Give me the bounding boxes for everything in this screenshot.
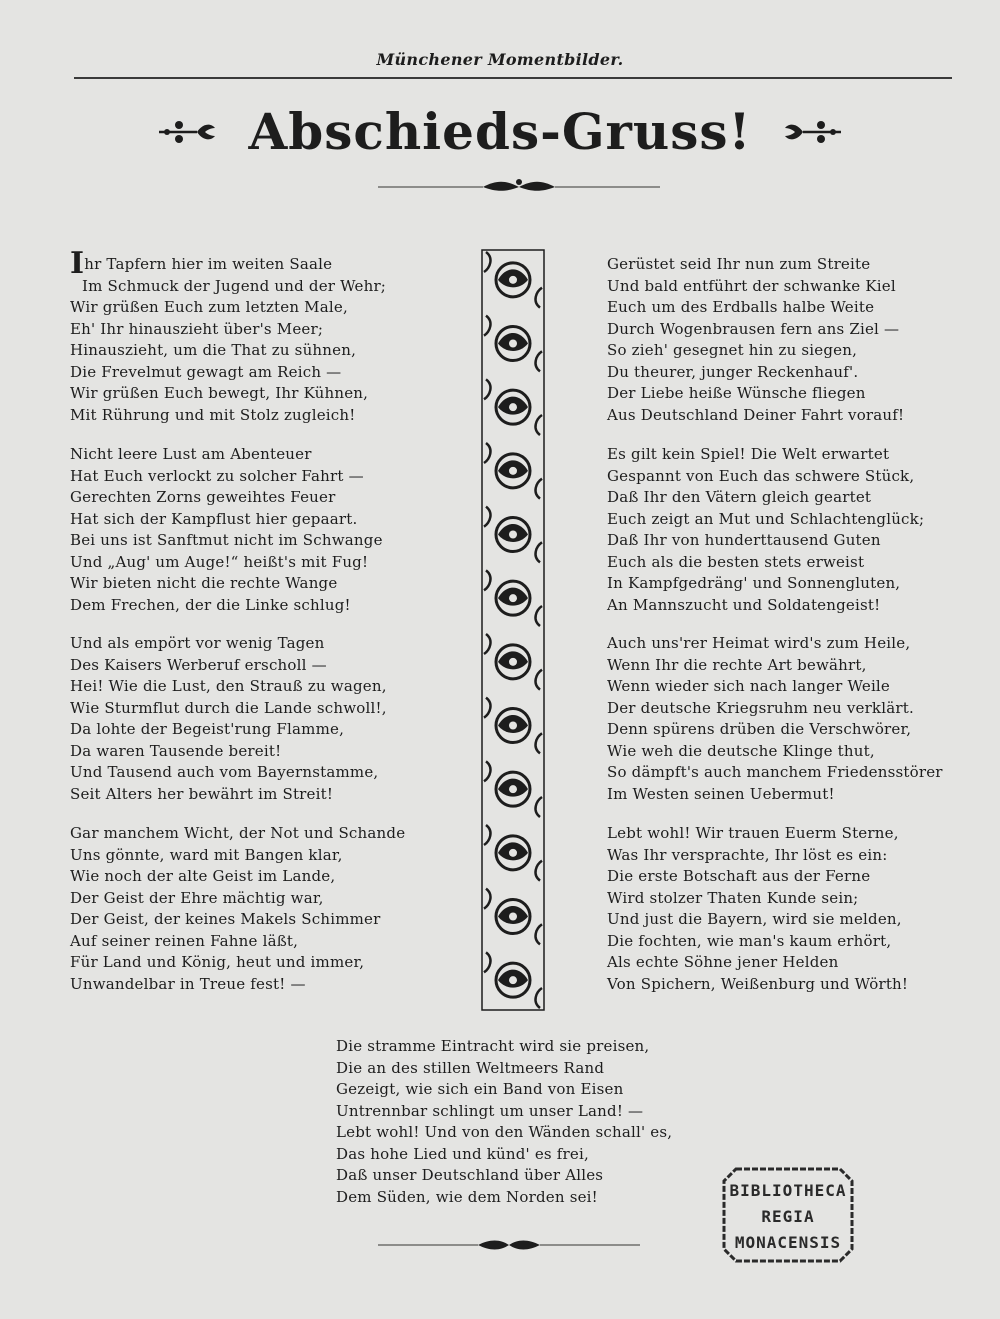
verse-line: Für Land und König, heut und immer, (70, 953, 365, 971)
verse-line: Wird stolzer Thaten Kunde sein; (607, 888, 859, 907)
library-stamp (722, 1178, 854, 1256)
verse-line: Lebt wohl! Und von den Wänden schall' es, (336, 1123, 673, 1141)
verse-line: Auch uns'rer Heimat wird's zum Heile, (607, 634, 911, 652)
bottom-vignette-rule (378, 1238, 640, 1252)
verse-line: Wie Sturmflut durch die Lande schwoll!, (70, 698, 387, 717)
verse-line: Die an des stillen Weltmeers Rand (336, 1058, 605, 1077)
verse-line: Der Geist der Ehre mächtig war, (70, 888, 324, 907)
verse-line: Nicht leere Lust am Abenteuer (70, 445, 312, 463)
verse-line: Mit Rührung und mit Stolz zugleich! (70, 405, 356, 424)
verse-line: Gar manchem Wicht, der Not und Schande (70, 824, 406, 842)
stamp-line: BIBLIOTHECA (729, 1181, 847, 1200)
verse-line: Es gilt kein Spiel! Die Welt erwartet (607, 445, 890, 463)
verse-line: Die stramme Eintracht wird sie preisen, (336, 1037, 650, 1055)
verse-line: Euch als die besten stets erweist (607, 552, 865, 571)
verse-line: Uns gönnte, ward mit Bangen klar, (70, 845, 343, 864)
verse-line: Aus Deutschland Deiner Fahrt vorauf! (607, 405, 905, 424)
floral-motif (484, 443, 542, 499)
verse-line: Bei uns ist Sanftmut nicht im Schwange (70, 531, 383, 549)
floral-border-ornament (480, 248, 546, 1012)
verse-line: Der Geist, der keines Makels Schimmer (70, 910, 381, 928)
verse-line: Da waren Tausende bereit! (70, 741, 282, 760)
right-stanza-2 (607, 444, 924, 616)
verse-line: Euch um des Erdballs halbe Weite (607, 298, 875, 316)
verse-line: Wie weh die deutsche Klinge thut, (607, 741, 875, 760)
verse-line: Dem Frechen, der die Linke schlug! (70, 595, 351, 614)
stamp-line: MONACENSIS (734, 1233, 842, 1252)
verse-line: Dem Süden, wie dem Norden sei! (336, 1187, 598, 1206)
running-title: Münchener Momentbilder. (376, 50, 624, 69)
verse-line: Wir grüßen Euch zum letzten Male, (70, 298, 348, 316)
verse-line: Seit Alters her bewährt im Streit! (70, 784, 334, 803)
verse-line: Die erste Botschaft aus der Ferne (607, 867, 871, 885)
right-stanza-3 (607, 633, 943, 805)
floral-motif (484, 889, 542, 945)
verse-line: Was Ihr versprachte, Ihr löst es ein: (607, 845, 888, 864)
verse-line: Hat Euch verlockt zu solcher Fahrt — (70, 466, 364, 485)
stamp-line: REGIA (761, 1207, 815, 1226)
verse-line: Gezeigt, wie sich ein Band von Eisen (336, 1080, 624, 1098)
floral-motif (484, 316, 542, 372)
floral-motif (484, 379, 542, 435)
floral-motif (484, 252, 542, 308)
verse-line: Des Kaisers Werberuf erscholl — (70, 655, 327, 674)
title-vignette-rule (378, 178, 660, 192)
verse-line: Wir bieten nicht die rechte Wange (70, 574, 338, 592)
verse-line: Untrennbar schlingt um unser Land! — (336, 1101, 644, 1120)
verse-line: Daß Ihr den Vätern gleich geartet (607, 488, 872, 506)
verse-line: Der Liebe heiße Wünsche fliegen (607, 384, 866, 402)
floral-motif (484, 825, 542, 881)
verse-line: Du theurer, junger Reckenhauf'. (607, 362, 859, 381)
fleuron-right-icon (781, 119, 843, 145)
verse-line: Im Schmuck der Jugend und der Wehr; (82, 276, 387, 295)
verse-line: Hinauszieht, um die That zu sühnen, (70, 341, 357, 359)
floral-motif (484, 952, 542, 1008)
verse-line: Euch zeigt an Mut und Schlachtenglück; (607, 509, 925, 528)
left-stanza-2 (70, 444, 383, 616)
page-title: Abschieds-Gruss! (248, 102, 752, 161)
drop-cap: I (70, 246, 85, 281)
fleuron-left-icon (157, 119, 219, 145)
verse-line: Wenn Ihr die rechte Art bewährt, (607, 655, 867, 674)
verse-line: Gerüstet seid Ihr nun zum Streite (607, 255, 871, 273)
verse-line: Hei! Wie die Lust, den Strauß zu wagen, (70, 677, 387, 695)
verse-line: Und „Aug' um Auge!“ heißt's mit Fug! (70, 552, 369, 571)
verse-line: Eh' Ihr hinauszieht über's Meer; (70, 319, 324, 338)
left-stanza-3 (70, 633, 387, 805)
verse-line: Von Spichern, Weißenburg und Wörth! (607, 974, 909, 993)
verse-line: Die Frevelmut gewagt am Reich — (70, 362, 342, 381)
verse-line: Gespannt von Euch das schwere Stück, (607, 466, 915, 485)
final-stanza (336, 1036, 672, 1208)
verse-line: Daß unser Deutschland über Alles (336, 1166, 604, 1184)
verse-line: Lebt wohl! Wir trauen Euerm Sterne, (607, 824, 899, 842)
verse-line: Als echte Söhne jener Helden (607, 953, 839, 971)
verse-line: In Kampfgedräng' und Sonnengluten, (607, 574, 901, 592)
verse-line: Ihr Tapfern hier im weiten Saale (70, 246, 333, 281)
verse-line: Der deutsche Kriegsruhm neu verklärt. (607, 698, 914, 717)
verse-line: Gerechten Zorns geweihtes Feuer (70, 488, 336, 506)
verse-line: Und als empört vor wenig Tagen (70, 634, 325, 652)
header-rule (74, 77, 952, 79)
floral-motif (484, 570, 542, 626)
floral-motif (484, 698, 542, 754)
verse-line: Die fochten, wie man's kaum erhört, (607, 931, 892, 950)
verse-line: Und just die Bayern, wird sie melden, (607, 910, 902, 928)
verse-line: Durch Wogenbrausen fern ans Ziel — (607, 319, 900, 338)
verse-line: Und Tausend auch vom Bayernstamme, (70, 763, 379, 781)
floral-motif (484, 761, 542, 817)
left-stanza-4 (70, 823, 405, 995)
verse-line: Daß Ihr von hunderttausend Guten (607, 531, 881, 549)
verse-line: Das hohe Lied und künd' es frei, (336, 1144, 589, 1163)
verse-line: Wenn wieder sich nach langer Weile (607, 677, 891, 695)
left-stanza-1 (70, 246, 387, 426)
verse-line: Auf seiner reinen Fahne läßt, (70, 931, 299, 950)
verse-line: Da lohte der Begeist'rung Flamme, (70, 720, 345, 738)
verse-line: So dämpft's auch manchem Friedensstörer (607, 763, 943, 781)
verse-line: Im Westen seinen Uebermut! (607, 784, 835, 803)
verse-line: Und bald entführt der schwanke Kiel (607, 276, 896, 295)
verse-line: An Mannszucht und Soldatengeist! (607, 595, 881, 614)
title-row (0, 100, 1000, 170)
right-stanza-4 (607, 823, 908, 995)
verse-line: Unwandelbar in Treue fest! — (70, 974, 306, 993)
right-stanza-1 (607, 254, 904, 426)
verse-line: Hat sich der Kampflust hier gepaart. (70, 509, 358, 528)
verse-line: Wir grüßen Euch bewegt, Ihr Kühnen, (70, 384, 369, 402)
floral-motif (484, 507, 542, 563)
verse-line: Wie noch der alte Geist im Lande, (70, 867, 336, 885)
floral-motif (484, 634, 542, 690)
verse-line: Denn spürens drüben die Verschwörer, (607, 720, 912, 738)
verse-line: So zieh' gesegnet hin zu siegen, (607, 341, 858, 359)
